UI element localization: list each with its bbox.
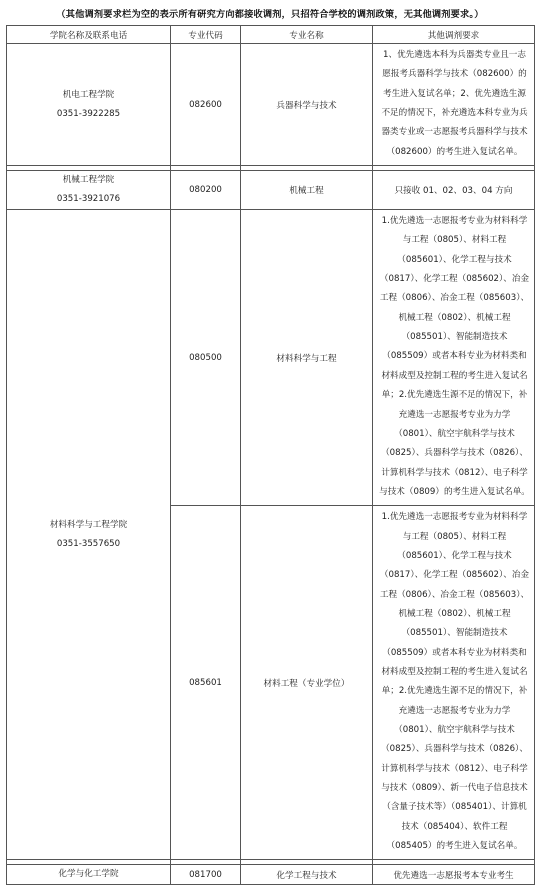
requirement-cell: [373, 506, 535, 860]
header-major: 专业名称: [241, 26, 373, 44]
school-name: 机电工程学院: [62, 89, 115, 100]
major-name: 材料科学与工程: [241, 210, 373, 506]
school-cell: [7, 865, 171, 885]
school-cell: [7, 171, 171, 210]
major-code: 082600: [171, 44, 241, 166]
school-name: 机械工程学院: [62, 175, 115, 186]
school-cell: [7, 210, 171, 860]
requirement-text: 1、优先遴选本科为兵器类专业且一志愿报考兵器科学与技术（082600）的考生进入复试名单；2、优先遴选生源不足的情况下，补充遴选本科专业为兵器类专业或一志愿报考兵器科学与技术（082600）的考生进入复试名单。: [381, 50, 528, 157]
adjustment-table: [6, 25, 535, 885]
requirement-text: 1.优先遴选一志愿报考专业为材料科学与工程（0805）、材料工程（085601）、化学工程与技术（0817）、化学工程（085602）、冶金工程（0806）、冶金工程（085603）、机械工程（0802）、机械工程（085501）、智能制造技术（085509）或者本科专业为材料类和材料成型及控制工程的考生进入复试名单；2.优先遴选生源不足的情况下，补充遴选一志愿报考专业为力学（0801）、航空宇航科学与技术（0825）、兵器科学与技术（0826）、计算机科学与技术（0812）、电子科学与技术（0809）、新一代电子信息技术（含量子技术等）（085401）、计算机技术（085404）、软件工程（085405）的考生进入复试名单。: [379, 512, 530, 852]
school-phone: 0351-3922285: [56, 108, 121, 119]
requirement-cell: [373, 210, 535, 506]
requirement-text: 优先遴选一志愿报考本专业考生: [373, 865, 535, 885]
major-code: 080200: [171, 171, 241, 210]
requirement-cell: [373, 44, 535, 166]
major-name: 机械工程: [241, 171, 373, 210]
table-row: [7, 865, 535, 885]
notice-text: （其他调剂要求栏为空的表示所有研究方向都接收调剂，只招符合学校的调剂政策，无其他调剂要求。）: [56, 9, 484, 20]
major-name: 材料工程（专业学位）: [241, 506, 373, 860]
table-row: [7, 171, 535, 210]
table-row: [7, 210, 535, 506]
major-name: 化学工程与技术: [241, 865, 373, 885]
header-requirement: 其他调剂要求: [373, 26, 535, 44]
school-name: 化学与化工学院: [58, 869, 119, 880]
requirement-text: 1.优先遴选一志愿报考专业为材料科学与工程（0805）、材料工程（085601）、化学工程与技术（0817）、化学工程（085602）、冶金工程（0806）、冶金工程（085603）、机械工程（0802）、机械工程（085501）、智能制造技术（085509）或者本科专业为材料类和材料成型及控制工程的考生进入复试名单；2.优先遴选生源不足的情况下，补充遴选一志愿报考专业为力学（0801）、航空宇航科学与技术（0825）、兵器科学与技术（0826）、计算机科学与技术（0812）、电子科学与技术（0809）的考生进入复试名单。: [379, 216, 530, 497]
major-code: 081700: [171, 865, 241, 885]
table-row: [7, 44, 535, 166]
table-header-row: [7, 26, 535, 44]
requirement-text: 只接收 01、02、03、04 方向: [373, 171, 535, 210]
school-cell: [7, 44, 171, 166]
major-name: 兵器科学与技术: [241, 44, 373, 166]
major-code: 085601: [171, 506, 241, 860]
major-code: 080500: [171, 210, 241, 506]
header-code: 专业代码: [171, 26, 241, 44]
school-phone: 0351-3921076: [56, 194, 121, 205]
header-school: 学院名称及联系电话: [7, 26, 171, 44]
school-name: 材料科学与工程学院: [49, 519, 128, 530]
school-phone: 0351-3557650: [56, 538, 121, 549]
